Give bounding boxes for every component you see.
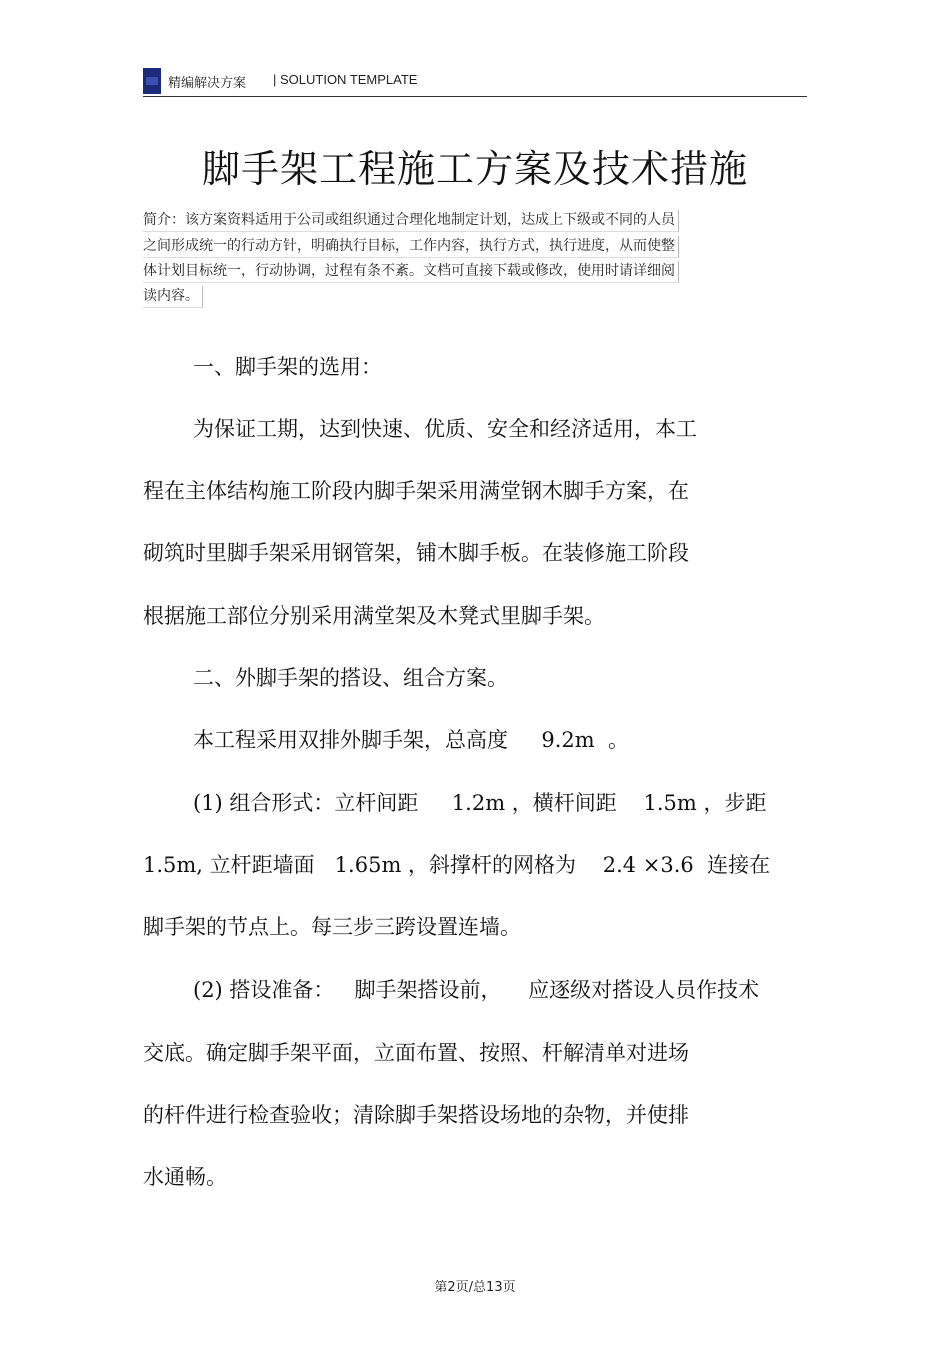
section-heading: 一、脚手架的选用： <box>193 355 382 379</box>
logo-icon <box>143 68 161 94</box>
body-paragraph-line: (1) 组合形式：立杆间距 1.2m ，横杆间距 1.5m ，步距 <box>193 791 767 815</box>
body-paragraph-line: 为保证工期，达到快速、优质、安全和经济适用，本工 <box>193 417 697 441</box>
body-paragraph-line: (2) 搭设准备： 脚手架搭设前， 应逐级对搭设人员作技术 <box>193 978 760 1002</box>
page-header <box>143 66 807 97</box>
summary-line: 简介：该方案资料适用于公司或组织通过合理化地制定计划，达成上下级或不同的人员 <box>143 210 679 232</box>
header-template-label: | SOLUTION TEMPLATE <box>273 72 418 87</box>
body-paragraph-line: 的杆件进行检查验收；清除脚手架搭设场地的杂物，并使排 <box>143 1103 689 1127</box>
body-paragraph-line: 程在主体结构施工阶段内脚手架采用满堂钢木脚手方案，在 <box>143 479 689 503</box>
document-title: 脚手架工程施工方案及技术措施 <box>201 147 748 191</box>
page-number: 第2页/总13页 <box>434 1280 516 1295</box>
summary-line: 之间形成统一的行动方针，明确执行目标，工作内容，执行方式，执行进度，从而使整 <box>143 236 679 258</box>
body-paragraph-line: 砌筑时里脚手架采用钢管架，铺木脚手板。在装修施工阶段 <box>143 541 689 565</box>
header-brand: 精编解决方案 <box>168 76 247 91</box>
body-paragraph-line: 水通畅。 <box>143 1165 227 1189</box>
body-paragraph-line: 本工程采用双排外脚手架，总高度 9.2m 。 <box>193 728 630 752</box>
section-heading: 二、外脚手架的搭设、组合方案。 <box>193 666 508 690</box>
body-paragraph-line: 根据施工部位分别采用满堂架及木凳式里脚手架。 <box>143 604 605 628</box>
body-paragraph-line: 交底。确定脚手架平面，立面布置、按照、杆解清单对进场 <box>143 1041 689 1065</box>
body-paragraph-line: 1.5m, 立杆距墙面 1.65m ，斜撑杆的网格为 2.4 ×3.6 连接在 <box>143 853 771 877</box>
body-paragraph-line: 脚手架的节点上。每三步三跨设置连墙。 <box>143 915 521 939</box>
summary-line: 读内容。 <box>143 286 203 308</box>
summary-line: 体计划目标统一，行动协调，过程有条不紊。文档可直接下载或修改，使用时请详细阅 <box>143 261 679 283</box>
